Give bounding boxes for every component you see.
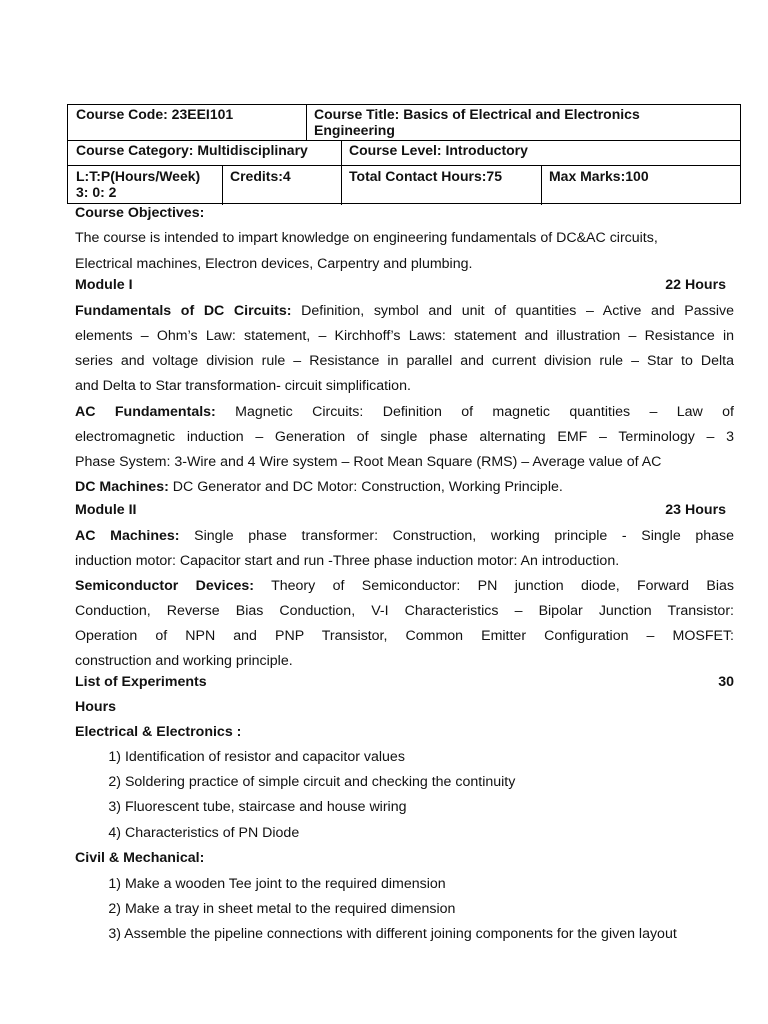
dc-circuits-label: Fundamentals of DC Circuits: [75,303,292,319]
list-item-text: Characteristics of PN Diode [124,825,300,841]
ac-fundamentals-label: AC Fundamentals: [75,404,216,420]
dc-circuits-line-1 [75,302,734,320]
objectives-line-2: Electrical machines, Electron devices, Carpentry and plumbing. [75,256,473,272]
list-item [75,925,677,943]
semiconductor-line-4: construction and working principle. [75,653,293,669]
module-1-title: Module I [75,277,133,293]
semiconductor-line-3: Operation of NPN and PNP Transistor, Common Emitter Configuration – MOSFET: [75,628,734,644]
course-code: Course Code: 23EEI101 [76,106,234,122]
module-2-heading [75,501,726,519]
ac-machines-label: AC Machines: [75,528,180,544]
semiconductor-label: Semiconductor Devices: [75,578,254,594]
list-item-number: 4) [108,825,121,841]
module-1-heading [75,276,726,294]
ltp-hours [68,167,208,201]
list-item-number: 1) [108,749,121,765]
dc-circuits-line-4: and Delta to Star transformation- circuit simplification. [75,378,411,394]
module-2-hours: 23 Hours [665,502,726,518]
experiments-hours-value: 30 [718,674,734,690]
credits: Credits:4 [230,168,291,184]
ac-fundamentals-line-1 [75,403,734,421]
list-item [75,875,446,893]
list-item-number: 3) [108,926,121,942]
ac-machines-line-2: induction motor: Capacitor start and run -Three phase induction motor: An introduction. [75,553,620,569]
electrical-heading: Electrical & Electronics : [75,724,242,740]
experiments-heading [75,673,734,691]
list-item [75,748,405,766]
course-category: Course Category: Multidisciplinary [76,142,308,158]
list-item-number: 2) [108,774,121,790]
max-marks: Max Marks:100 [549,168,649,184]
dc-machines-line [75,478,734,496]
dc-machines-label: DC Machines: [75,479,169,495]
list-item-text: Identification of resistor and capacitor values [124,749,405,765]
ac-fundamentals-text-1: Magnetic Circuits: Definition of magnetic quantities – Law of [235,404,734,420]
objectives-heading: Course Objectives: [75,205,205,221]
list-item [75,798,407,816]
ac-fundamentals-line-2: electromagnetic induction – Generation of single phase alternating EMF – Terminology – 3 [75,429,734,445]
course-level: Course Level: Introductory [349,142,528,158]
course-title [306,105,648,139]
list-item-text: Assemble the pipeline connections with different joining components for the given layout [124,926,677,942]
course-header-table [67,104,741,204]
semiconductor-line-1 [75,577,734,595]
semiconductor-text-1: Theory of Semiconductor: PN junction diode, Forward Bias [271,578,734,594]
ac-fundamentals-line-3: Phase System: 3-Wire and 4 Wire system – Root Mean Square (RMS) – Average value of AC [75,454,662,470]
dc-circuits-line-3: series and voltage division rule – Resistance in parallel and current division rule – Star to Delta [75,353,734,369]
course-title-line2: Engineering [314,122,395,138]
list-item-number: 3) [108,799,121,815]
ac-machines-line-1 [75,527,734,545]
list-item [75,773,515,791]
dc-circuits-text-1: Definition, symbol and unit of quantities – Active and Passive [301,303,734,319]
experiments-hours-label: Hours [75,699,116,715]
list-item-number: 1) [108,876,121,892]
list-item-text: Make a tray in sheet metal to the required dimension [124,901,456,917]
civil-heading: Civil & Mechanical: [75,850,205,866]
ac-machines-text-1: Single phase transformer: Construction, working principle - Single phase [194,528,735,544]
ltp-label: L:T:P(Hours/Week) [76,168,201,184]
list-item-text: Make a wooden Tee joint to the required dimension [124,876,446,892]
objectives-line-1: The course is intended to impart knowledge on engineering fundamentals of DC&AC circuits, [75,230,658,246]
dc-machines-text: DC Generator and DC Motor: Construction, Working Principle. [172,479,563,495]
list-item-number: 2) [108,901,121,917]
semiconductor-line-2: Conduction, Reverse Bias Conduction, V-I Characteristics – Bipolar Junction Transistor: [75,603,734,619]
course-title-line1: Course Title: Basics of Electrical and Electronics [314,106,640,122]
list-item [75,900,455,918]
dc-circuits-line-2: elements – Ohm’s Law: statement, – Kirchhoff’s Laws: statement and illustration – Resistance in [75,328,734,344]
list-item-text: Soldering practice of simple circuit and checking the continuity [124,774,516,790]
module-2-title: Module II [75,502,137,518]
module-1-hours: 22 Hours [665,277,726,293]
contact-hours: Total Contact Hours:75 [349,168,502,184]
experiments-title: List of Experiments [75,674,207,690]
list-item-text: Fluorescent tube, staircase and house wiring [124,799,407,815]
list-item [75,824,299,842]
ltp-value: 3: 0: 2 [76,184,117,200]
